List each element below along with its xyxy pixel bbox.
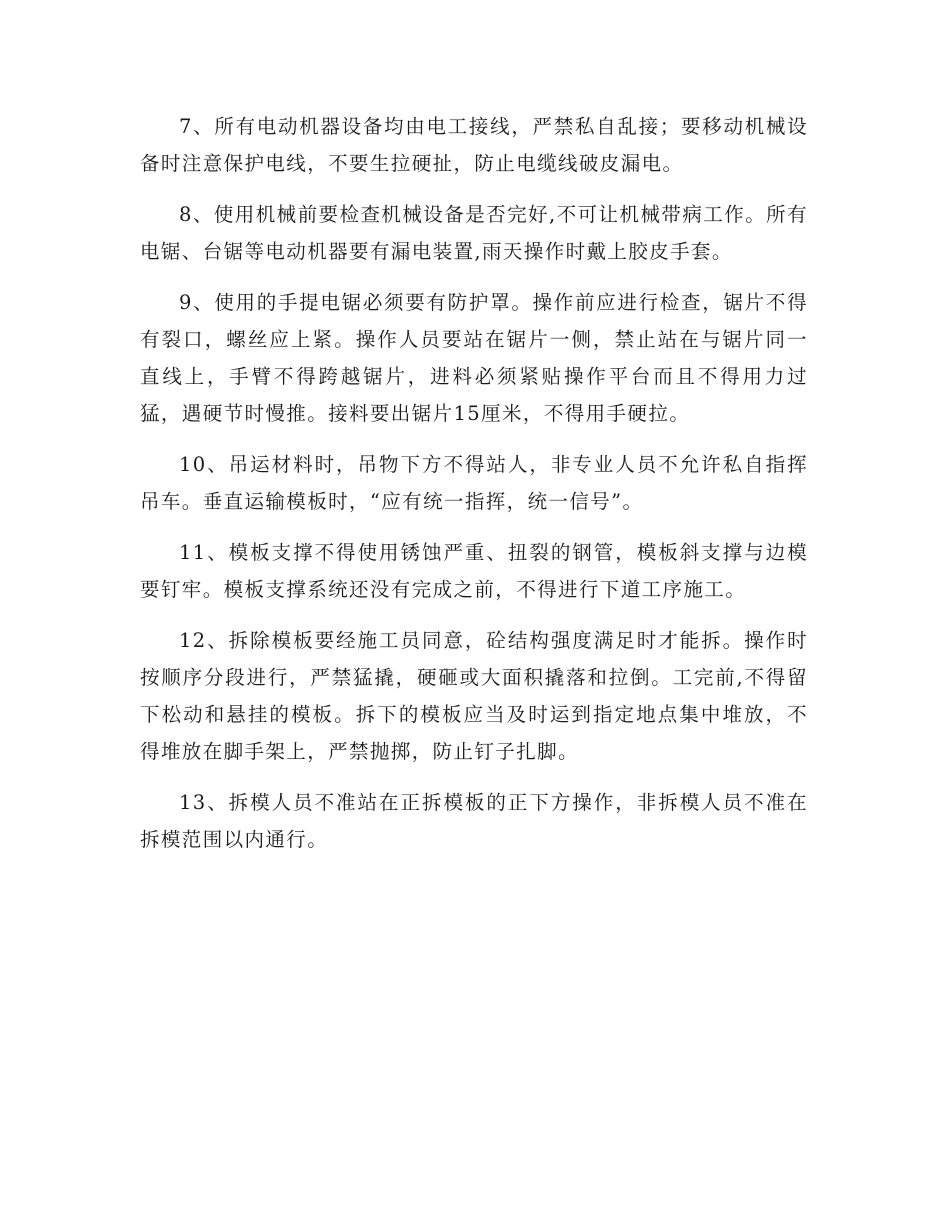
paragraph-item-8: 8、使用机械前要检查机械设备是否完好,不可让机械带病工作。所有电锯、台锯等电动机器要有漏电装置,雨天操作时戴上胶皮手套。: [140, 203, 808, 263]
document-body: [140, 108, 808, 872]
paragraph-item-10: 10、吊运材料时，吊物下方不得站人，非专业人员不允许私自指挥吊车。垂直运输模板时，“应有统一指挥，统一信号”。: [140, 453, 808, 513]
paragraph-item-13: 13、拆模人员不准站在正拆模板的正下方操作，非拆模人员不准在拆模范围以内通行。: [140, 791, 808, 851]
paragraph-item-11: 11、模板支撑不得使用锈蚀严重、扭裂的钢管，模板斜支撑与边模要钉牢。模板支撑系统还没有完成之前，不得进行下道工序施工。: [140, 541, 808, 601]
paragraph-item-9: 9、使用的手提电锯必须要有防护罩。操作前应进行检查，锯片不得有裂口，螺丝应上紧。操作人员要站在锯片一侧，禁止站在与锯片同一直线上，手臂不得跨越锯片，进料必须紧贴操作平台而且不得用力过猛，遇硬节时慢推。接料要出锯片15厘米，不得用手硬拉。: [140, 291, 808, 425]
paragraph-item-7: 7、所有电动机器设备均由电工接线，严禁私自乱接；要移动机械设备时注意保护电线，不要生拉硬扯，防止电缆线破皮漏电。: [140, 115, 808, 175]
paragraph-item-12: 12、拆除模板要经施工员同意，砼结构强度满足时才能拆。操作时按顺序分段进行，严禁猛撬，硬砸或大面积撬落和拉倒。工完前,不得留下松动和悬挂的模板。拆下的模板应当及时运到指定地点集中堆放，不得堆放在脚手架上，严禁抛掷，防止钉子扎脚。: [140, 629, 808, 763]
